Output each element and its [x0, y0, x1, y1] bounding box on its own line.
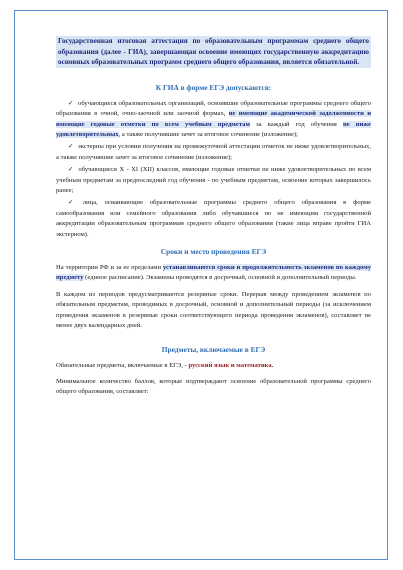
section-heading-schedule: Сроки и место проведения ЕГЭ [160, 247, 267, 257]
paragraph-text: Обязательные предметы, включаемые в ЕГЭ, - [56, 361, 189, 369]
item-text: обучающиеся образовательных организаций, освоившие образовательные программы среднего общего образования в очной, очно-заочной или заочной формах, [56, 99, 371, 118]
paragraph-text: (единое расписание). Экзамены проводятся в досрочный, основной и дополнительный периоды. [83, 274, 357, 282]
subjects-paragraph [56, 361, 371, 371]
checkmark-icon: ✓ [68, 143, 74, 151]
reserve-dates-paragraph: В каждом из периодов предусматриваются резервные сроки. Перерыв между проведением экзаменов по обязательным предметам, проводимых в досрочный, основной и дополнительный периоды (за исключением проведения экзаменов в резервные сроки соответствующего периода проведения экзаменов), составляет не менее двух календарных дней. [56, 290, 371, 330]
checkmark-icon: ✓ [68, 166, 74, 174]
intro-paragraph: Государственная итоговая аттестация по образовательным программам среднего общего образования (далее - ГИА), завершающая освоение имеющих государственную аккредитацию основных образовательных программ среднего общего образования, является обязательной. [58, 37, 369, 67]
item-text: , а также получившие зачет за итоговое сочинение (изложение); [118, 131, 298, 138]
list-item [56, 165, 371, 196]
item-text: лица, осваивающие образовательные программы среднего общего образования в форме самообразования или семейного образования либо обучавшиеся по не имеющим государственной аккредитации образовательным программам среднего общего образования (такие лица вправе пройти ГИА экстерном). [56, 199, 371, 238]
item-text: экстерны при условии получения на промежуточной аттестации отметок не ниже удовлетворительных, а также получившие зачет за итоговое сочинение (изложение); [56, 143, 371, 161]
checkmark-icon: ✓ [68, 199, 74, 207]
item-emphasis: не ниже удовлетворительных [56, 120, 371, 138]
list-item [56, 142, 371, 163]
minimum-score-paragraph: Минимальное количество баллов, которые подтверждают освоение образовательной программы среднего общего образования, составляет: [56, 377, 371, 396]
section-heading-admission: К ГИА в форме ЕГЭ допускаются: [155, 82, 272, 92]
required-subjects: русский язык и математика. [188, 361, 274, 369]
checkmark-icon: ✓ [68, 99, 74, 107]
list-item [56, 99, 371, 141]
paragraph-emphasis: устанавливаются сроки и продолжительность экзаменов по каждому предмету [56, 264, 371, 282]
item-emphasis: не имеющие академической задолженности и имеющие годовые отметки по всем учебным предметам [56, 110, 371, 128]
list-item [56, 198, 371, 240]
section-heading-subjects: Предметы, включаемые в ЕГЭ [161, 344, 266, 354]
document-body [56, 36, 371, 404]
schedule-paragraph [56, 263, 371, 284]
item-text: за каждый год обучения [249, 120, 343, 128]
item-text: обучающиеся X - XI (XII) классов, имеющие годовые отметки не ниже удовлетворительных по всем учебным предметам за предпоследний год обучения - по учебным предметам, освоение которых завершилось ранее; [56, 166, 371, 195]
paragraph-text: На территории РФ и за ее пределами [56, 264, 163, 272]
